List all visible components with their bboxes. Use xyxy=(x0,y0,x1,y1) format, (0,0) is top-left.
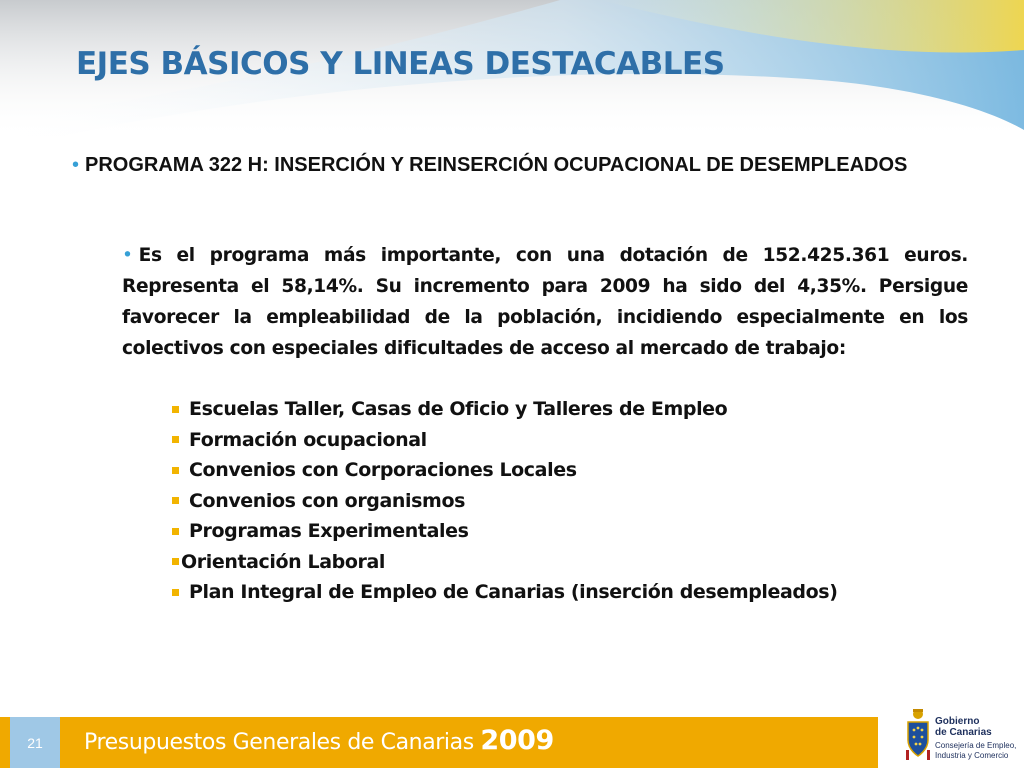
program-heading xyxy=(72,151,968,179)
list-item: Programas Experimentales xyxy=(172,516,837,547)
page-number: 21 xyxy=(10,717,60,768)
square-bullet-icon xyxy=(172,528,179,535)
logo-text-3: Consejería de Empleo, xyxy=(935,741,1017,750)
list-item: Formación ocupacional xyxy=(172,425,837,456)
square-bullet-icon xyxy=(172,467,179,474)
logo-text-4: Industria y Comercio xyxy=(935,751,1009,760)
list-item: Convenios con Corporaciones Locales xyxy=(172,455,837,486)
list-item: Escuelas Taller, Casas de Oficio y Talleres de Empleo xyxy=(172,394,837,425)
bullet-dot-icon: • xyxy=(72,154,80,176)
square-bullet-icon xyxy=(172,558,179,565)
logo-text-1: Gobierno xyxy=(935,716,980,727)
program-text: PROGRAMA 322 H: INSERCIÓN Y REINSERCIÓN OCUPACIONAL DE DESEMPLEADOS xyxy=(85,154,908,176)
footer-year: 2009 xyxy=(480,725,554,756)
gobierno-canarias-logo xyxy=(905,706,1020,766)
footer-title xyxy=(84,725,554,756)
square-bullet-icon xyxy=(172,497,179,504)
square-bullet-icon xyxy=(172,436,179,443)
square-bullet-icon xyxy=(172,589,179,596)
description-text: Es el programa más importante, con una dotación de 152.425.361 euros. Representa el 58,14%. Su incremento para 2009 ha sido del 4,35%. Persigue favorecer la empleabilidad de la población, incidiendo especialmente en los colectivos con especiales dificultades de acceso al mercado de trabajo: xyxy=(122,245,968,359)
list-item: Plan Integral de Empleo de Canarias (inserción desempleados) xyxy=(172,577,837,608)
list-item: Orientación Laboral xyxy=(172,547,837,578)
footer-text: Presupuestos Generales de Canarias xyxy=(84,730,474,755)
program-description xyxy=(122,240,968,364)
square-bullet-icon xyxy=(172,406,179,413)
measures-list xyxy=(172,394,837,608)
coat-of-arms-icon xyxy=(905,706,931,764)
slide-title: EJES BÁSICOS Y LINEAS DESTACABLES xyxy=(76,46,725,82)
bullet-dot-icon: • xyxy=(122,245,133,266)
logo-text-2: de Canarias xyxy=(935,727,992,738)
list-item: Convenios con organismos xyxy=(172,486,837,517)
background-swoosh xyxy=(0,0,1024,260)
